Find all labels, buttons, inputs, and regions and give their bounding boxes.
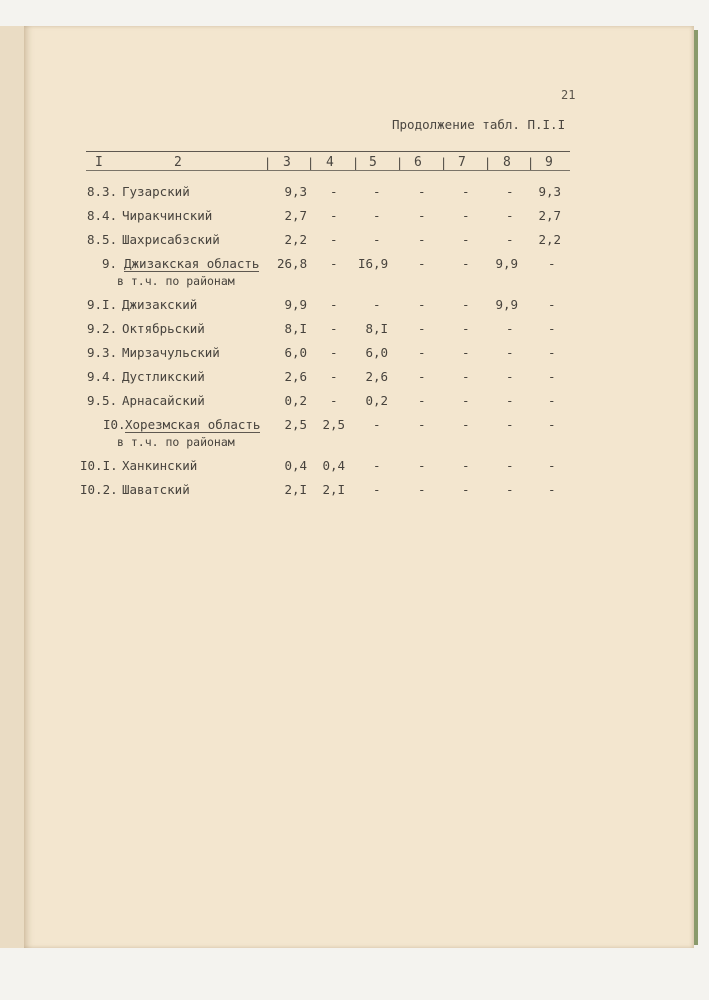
cell-col-6: - [418, 393, 426, 408]
cell-col-4: - [330, 321, 338, 336]
cell-col-9: 2,2 [538, 232, 562, 247]
cell-col-9: - [548, 369, 556, 384]
cell-col-7: - [462, 345, 470, 360]
cell-col-9: 9,3 [538, 184, 562, 199]
row-district-name: Шаватский [122, 482, 190, 497]
cell-col-8: - [506, 417, 514, 432]
cell-col-3: 8,I [284, 321, 308, 336]
cell-col-7: - [462, 256, 470, 271]
cell-col-6: - [418, 417, 426, 432]
cell-col-5: - [373, 232, 381, 247]
header-col-9: 9 [545, 155, 553, 170]
cell-col-5: 8,I [365, 321, 389, 336]
header-separator: | [440, 156, 448, 170]
cell-col-3: 2,2 [284, 232, 308, 247]
cell-col-4: - [330, 184, 338, 199]
cell-col-6: - [418, 256, 426, 271]
cell-col-6: - [418, 482, 426, 497]
row-district-name: Ханкинский [122, 458, 198, 473]
cell-col-5: - [373, 458, 381, 473]
row-district-name: Арнасайский [122, 393, 205, 408]
row-subtitle: в т.ч. по районам [117, 274, 235, 288]
cell-col-4: - [330, 256, 338, 271]
cell-col-6: - [418, 184, 426, 199]
cell-col-7: - [462, 232, 470, 247]
header-col-5: 5 [369, 155, 377, 170]
cell-col-9: - [548, 393, 556, 408]
table-top-rule [86, 151, 570, 152]
cell-col-7: - [462, 417, 470, 432]
cell-col-5: 2,6 [365, 369, 389, 384]
cell-col-3: 9,9 [284, 297, 308, 312]
cell-col-9: - [548, 458, 556, 473]
cell-col-8: 9,9 [495, 297, 519, 312]
row-number: 9.5. [87, 393, 118, 408]
cell-col-7: - [462, 393, 470, 408]
header-separator: | [484, 156, 492, 170]
header-col-4: 4 [326, 155, 334, 170]
cell-col-6: - [418, 458, 426, 473]
row-number: 9. [102, 256, 118, 271]
cell-col-9: - [548, 256, 556, 271]
header-separator: | [264, 156, 272, 170]
cell-col-4: 2,5 [322, 417, 346, 432]
cell-col-9: - [548, 417, 556, 432]
row-number: I0.2. [80, 482, 118, 497]
cell-col-8: - [506, 458, 514, 473]
row-number: I0.I. [80, 458, 118, 473]
cell-col-5: - [373, 482, 381, 497]
row-district-name: Дустликский [122, 369, 205, 384]
cell-col-8: - [506, 482, 514, 497]
cell-col-6: - [418, 345, 426, 360]
header-separator: | [396, 156, 404, 170]
cell-col-3: 2,I [284, 482, 308, 497]
header-col-6: 6 [414, 155, 422, 170]
row-district-name: Джизакский [122, 297, 198, 312]
row-number: 9.I. [87, 297, 118, 312]
cell-col-5: - [373, 208, 381, 223]
cell-col-7: - [462, 458, 470, 473]
cell-col-4: - [330, 369, 338, 384]
cell-col-8: - [506, 369, 514, 384]
cell-col-7: - [462, 297, 470, 312]
cell-col-3: 0,4 [284, 458, 308, 473]
cell-col-8: - [506, 393, 514, 408]
cell-col-3: 6,0 [284, 345, 308, 360]
cell-col-9: - [548, 345, 556, 360]
row-number: 9.4. [87, 369, 118, 384]
cell-col-7: - [462, 208, 470, 223]
cell-col-8: 9,9 [495, 256, 519, 271]
cell-col-4: - [330, 345, 338, 360]
left-page-edge [0, 26, 25, 948]
cell-col-3: 2,7 [284, 208, 308, 223]
row-number: 8.5. [87, 232, 118, 247]
cell-col-4: - [330, 208, 338, 223]
cell-col-9: - [548, 297, 556, 312]
cell-col-4: 0,4 [322, 458, 346, 473]
row-number: 9.2. [87, 321, 118, 336]
cell-col-4: - [330, 297, 338, 312]
row-number: 9.3. [87, 345, 118, 360]
header-separator: | [307, 156, 315, 170]
cell-col-5: I6,9 [358, 256, 389, 271]
row-district-name: Джизакская область [124, 256, 260, 271]
cell-col-5: - [373, 297, 381, 312]
cell-col-5: 0,2 [365, 393, 389, 408]
row-district-name: Шахрисабзский [122, 232, 220, 247]
header-col-7: 7 [458, 155, 466, 170]
row-district-name: Чиракчинский [122, 208, 213, 223]
cell-col-8: - [506, 184, 514, 199]
header-separator: | [527, 156, 535, 170]
cell-col-8: - [506, 321, 514, 336]
row-subtitle: в т.ч. по районам [117, 435, 235, 449]
cell-col-9: - [548, 482, 556, 497]
header-col-2: 2 [174, 155, 182, 170]
cell-col-8: - [506, 232, 514, 247]
cell-col-6: - [418, 321, 426, 336]
header-col-1: I [95, 155, 103, 170]
cell-col-6: - [418, 369, 426, 384]
row-number: 8.4. [87, 208, 118, 223]
cell-col-7: - [462, 184, 470, 199]
header-col-8: 8 [503, 155, 511, 170]
cell-col-6: - [418, 208, 426, 223]
cell-col-9: - [548, 321, 556, 336]
cell-col-3: 2,5 [284, 417, 308, 432]
cell-col-3: 26,8 [277, 256, 308, 271]
row-district-name: Октябрьский [122, 321, 205, 336]
cell-col-7: - [462, 369, 470, 384]
cell-col-3: 0,2 [284, 393, 308, 408]
cell-col-4: - [330, 393, 338, 408]
cell-col-3: 2,6 [284, 369, 308, 384]
row-number: I0. [103, 417, 126, 432]
cell-col-6: - [418, 297, 426, 312]
cell-col-5: - [373, 184, 381, 199]
row-district-name: Гузарский [122, 184, 190, 199]
cell-col-9: 2,7 [538, 208, 562, 223]
header-col-3: 3 [283, 155, 291, 170]
table-continuation-label: Продолжение табл. П.I.I [392, 117, 566, 132]
cell-col-3: 9,3 [284, 184, 308, 199]
cell-col-7: - [462, 482, 470, 497]
right-page-edge [694, 30, 698, 945]
cell-col-8: - [506, 208, 514, 223]
cell-col-5: - [373, 417, 381, 432]
table-header-rule [86, 170, 570, 171]
cell-col-7: - [462, 321, 470, 336]
row-number: 8.3. [87, 184, 118, 199]
cell-col-6: - [418, 232, 426, 247]
cell-col-4: - [330, 232, 338, 247]
cell-col-5: 6,0 [365, 345, 389, 360]
row-district-name: Хорезмская область [125, 417, 261, 432]
row-district-name: Мирзачульский [122, 345, 220, 360]
page-number: 21 [561, 88, 576, 102]
cell-col-4: 2,I [322, 482, 346, 497]
cell-col-8: - [506, 345, 514, 360]
header-separator: | [352, 156, 360, 170]
